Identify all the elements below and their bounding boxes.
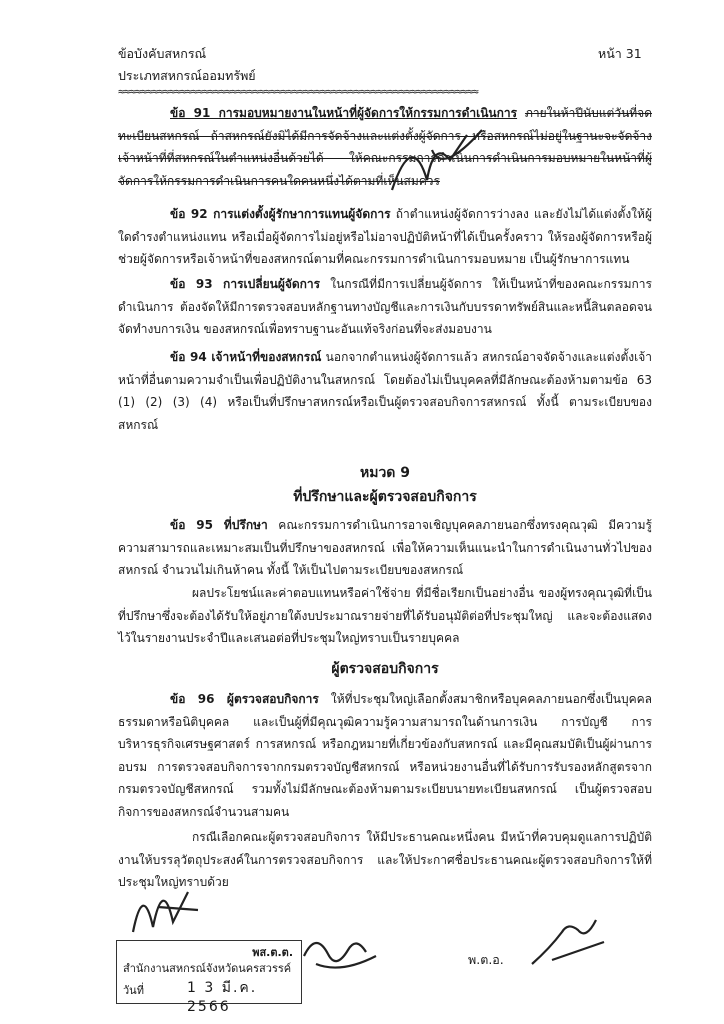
header-separator: ≈≈≈≈≈≈≈≈≈≈≈≈≈≈≈≈≈≈≈≈≈≈≈≈≈≈≈≈≈≈≈≈≈≈≈≈≈≈≈≈≈≈≈≈≈≈≈≈≈≈≈≈≈≈≈≈≈≈≈≈≈≈≈≈ (118, 86, 478, 98)
stamp-date: 1 3 มี.ค. 2566 (187, 980, 258, 1015)
clause-93 (118, 273, 652, 341)
left-signature (118, 872, 208, 942)
page-number: หน้า 31 (598, 46, 642, 61)
clause-96-heading: ข้อ 96 ผู้ตรวจสอบกิจการ (170, 692, 319, 706)
right-signature (522, 912, 612, 970)
stamp-office: สำนักงานสหกรณ์จังหวัดนครสวรรค์ (123, 962, 292, 975)
clause-95-heading: ข้อ 95 ที่ปรึกษา (170, 518, 268, 532)
clause-95 (118, 514, 652, 582)
cooperative-type: ประเภทสหกรณ์ออมทรัพย์ (118, 68, 256, 83)
clause-96-text: ให้ที่ประชุมใหญ่เลือกตั้งสมาชิกหรือบุคคลภายนอกซึ่งเป็นบุคคลธรรมดาหรือนิติบุคคล และเป็นผู้ที่มีคุณวุฒิความรู้ความสามารถในด้านการเงิน การบัญชี การบริหารธุรกิจเศรษฐศาสตร์ การสหกรณ์ หรือกฎหมายที่เกี่ยวข้องกับสหกรณ์ และมีคุณสมบัติเป็นผู้ผ่านการอบรม การตรวจสอบกิจการจากกรมตรวจบัญชีสหกรณ์ หรือหน่วยงานอื่นที่ได้รับการรับรองหลักสูตรจากกรมตรวจบัญชีสหกรณ์ รวมทั้งไม่มีลักษณะต้องห้ามตามระเบียบนายทะเบียนสหกรณ์ เป็นผู้ตรวจสอบกิจการของสหกรณ์จำนวนสามคน (118, 692, 652, 819)
center-signature (296, 926, 386, 976)
chapter-number: หมวด 9 (359, 465, 411, 481)
document-title: ข้อบังคับสหกรณ์ (118, 46, 207, 61)
chapter-title: ที่ปรึกษาและผู้ตรวจสอบกิจการ (293, 489, 477, 505)
clause-93-heading: ข้อ 93 การเปลี่ยนผู้จัดการ (170, 277, 321, 291)
clause-96 (118, 688, 652, 823)
clause-94-heading: ข้อ 94 เจ้าหน้าที่ของสหกรณ์ (170, 350, 322, 364)
clause-94 (118, 346, 652, 436)
clause-95-para2-text: ผลประโยชน์และค่าตอบแทนหรือค่าใช้จ่าย ที่มีชื่อเรียกเป็นอย่างอื่น ของผู้ทรงคุณวุฒิที่เป็นที่ปรึกษาซึ่งจะต้องได้รับให้อยู่ภายใต้งบประมาณรายจ่ายที่ได้รับอนุมัติต่อที่ประชุมใหญ่ และจะต้องแสดงไว้ในรายงานประจำปีและเสนอต่อที่ประชุมใหญ่ทราบเป็นรายบุคคล (118, 586, 652, 645)
clause-91-text: ภายในห้าปีนับแต่วันที่จดทะเบียนสหกรณ์ ถ้าสหกรณ์ยังมิได้มีการจัดจ้างและแต่งตั้งผู้จัดการ หรือสหกรณ์ไม่อยู่ในฐานะจะจัดจ้างเจ้าหน้าที่ที่สหกรณ์ในตำแหน่งอื่นด้วยได้ ให้คณะกรรมการดำเนินการดำเนินการมอบหมายในหน้าที่ผู้จัดการให้กรรมการดำเนินการคนใดคนหนึ่งได้ตามที่เห็นสมควร (118, 106, 652, 188)
auditor-section-title: ผู้ตรวจสอบกิจการ (331, 661, 439, 677)
clause-95-para2 (118, 582, 652, 650)
clause-91-signature (372, 120, 502, 200)
clause-95-text: คณะกรรมการดำเนินการอาจเชิญบุคคลภายนอกซึ่งทรงคุณวุฒิ มีความรู้ความสามารถและเหมาะสมเป็นที่ปรึกษาของสหกรณ์ เพื่อให้ความเห็นแนะนำในการดำเนินงานทั่วไปของสหกรณ์ จำนวนไม่เกินห้าคน ทั้งนี้ ให้เป็นไปตามระเบียบของสหกรณ์ (118, 518, 652, 577)
clause-92 (118, 203, 652, 271)
stamp-day-label: วันที่ (123, 984, 144, 997)
registration-stamp (116, 940, 302, 1015)
clause-91-heading: ข้อ 91 การมอบหมายงานในหน้าที่ผู้จัดการให้กรรมการดำเนินการ (170, 106, 518, 120)
clause-93-text: ในกรณีที่มีการเปลี่ยนผู้จัดการ ให้เป็นหน้าที่ของคณะกรรมการดำเนินการ ต้องจัดให้มีการตรวจสอบหลักฐานทางบัญชีและการเงินกับบรรดาทรัพย์สินและหนี้สินตลอดจนจัดทำงบการเงิน ของสหกรณ์เพื่อทราบฐานะอันแท้จริงก่อนที่จะส่งมอบงาน (118, 277, 652, 336)
stamp-initials: พส.ต.ต. (252, 946, 293, 959)
clause-92-heading: ข้อ 92 การแต่งตั้งผู้รักษาการแทนผู้จัดการ (170, 207, 391, 221)
clause-96-para2-text: กรณีเลือกคณะผู้ตรวจสอบกิจการ ให้มีประธานคณะหนึ่งคน มีหน้าที่ควบคุมดูแลการปฏิบัติงานให้บรรลุวัตถุประสงค์ในการตรวจสอบกิจการ และให้ประกาศชื่อประธานคณะผู้ตรวจสอบกิจการให้ที่ประชุมใหญ่ทราบด้วย (118, 830, 652, 889)
clause-94-text: นอกจากตำแหน่งผู้จัดการแล้ว สหกรณ์อาจจัดจ้างและแต่งตั้งเจ้าหน้าที่อื่นตามความจำเป็นเพื่อปฏิบัติงานในสหกรณ์ โดยต้องไม่เป็นบุคคลที่มีลักษณะต้องห้ามตามข้อ 63 (1) (2) (3) (4) หรือเป็นที่ปรึกษาสหกรณ์หรือเป็นผู้ตรวจสอบกิจการสหกรณ์ ทั้งนี้ ตามระเบียบของสหกรณ์ (118, 350, 652, 432)
clause-92-text: ถ้าตำแหน่งผู้จัดการว่างลง และยังไม่ได้แต่งตั้งให้ผู้ใดดำรงตำแหน่งแทน หรือเมื่อผู้จัดการไม่อยู่หรือไม่อาจปฏิบัติหน้าที่ได้เป็นครั้งคราว ให้รองผู้จัดการหรือผู้ช่วยผู้จัดการหรือเจ้าหน้าที่ของสหกรณ์ตามที่คณะกรรมการดำเนินการมอบหมาย เป็นผู้รักษาการแทน (118, 207, 652, 266)
signer-label: พ.ต.อ. (468, 952, 504, 967)
